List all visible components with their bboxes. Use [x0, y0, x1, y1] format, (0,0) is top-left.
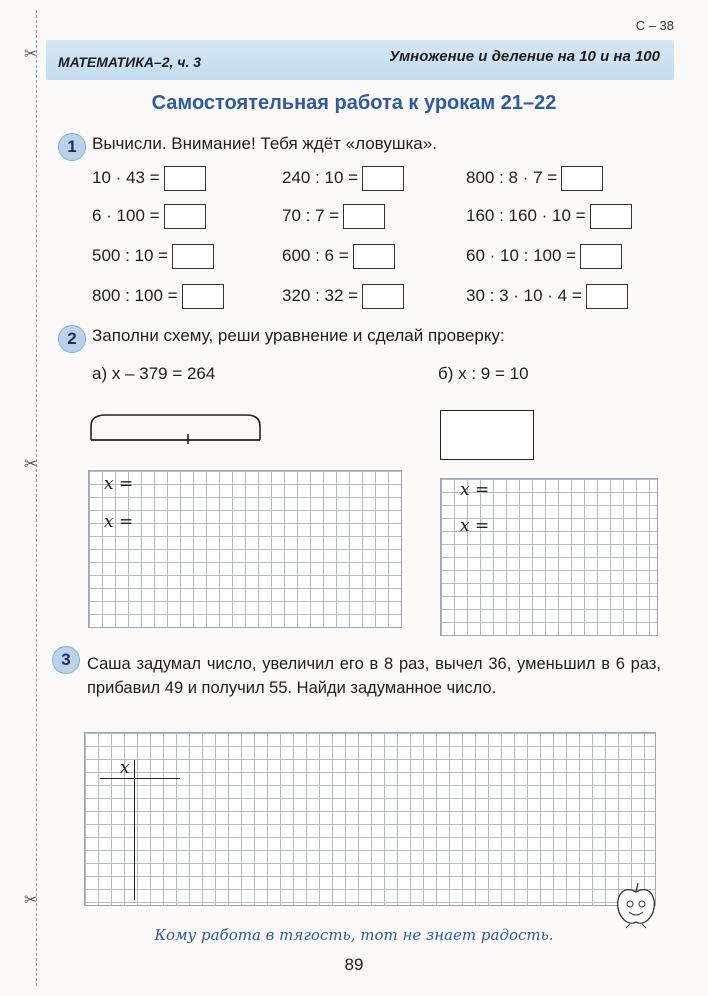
motto: Кому работа в тягость, тот не знает радость.: [154, 926, 554, 944]
answer-box[interactable]: [590, 204, 632, 229]
answer-box[interactable]: [353, 244, 395, 269]
page-header: [46, 40, 674, 80]
expression: 600 : 6 =: [282, 244, 395, 269]
t-chart-line: [134, 760, 135, 900]
answer-grid-b[interactable]: [440, 478, 658, 636]
task3-text: Саша задумал число, увеличил его в 8 раз, вычел 36, уменьшил в 6 раз, прибавил 49 и получил 55. Найди задуманное число.: [87, 655, 661, 697]
scheme-box[interactable]: [440, 410, 534, 460]
expression: 240 : 10 =: [282, 166, 404, 191]
answer-grid-3[interactable]: [84, 732, 656, 906]
answer-box[interactable]: [164, 204, 206, 229]
answer-box[interactable]: [586, 284, 628, 309]
answer-box[interactable]: [343, 204, 385, 229]
answer-box[interactable]: [172, 244, 214, 269]
x-label: x =: [104, 512, 134, 532]
expression: 800 : 8 · 7 =: [466, 166, 603, 191]
expression: 60 · 10 : 100 =: [466, 244, 622, 269]
x-label: x =: [460, 516, 490, 536]
x-label: x =: [104, 474, 134, 494]
apple-mascot-icon: [614, 880, 658, 930]
equation-a: а) x – 379 = 264: [92, 364, 216, 383]
task-number: 3: [52, 646, 80, 674]
page-code: С – 38: [635, 18, 674, 33]
scissors-icon: ✂: [24, 454, 38, 473]
expression: 500 : 10 =: [92, 244, 214, 269]
answer-box[interactable]: [164, 166, 206, 191]
expression: 30 : 3 · 10 · 4 =: [466, 284, 628, 309]
scheme-segment[interactable]: [88, 410, 264, 444]
expression: 160 : 160 · 10 =: [466, 204, 632, 229]
cut-line: [36, 10, 37, 986]
task2-text: Заполни схему, реши уравнение и сделай проверку:: [92, 326, 505, 345]
equation-b: б) x : 9 = 10: [438, 364, 529, 383]
page-title: Самостоятельная работа к урокам 21–22: [151, 92, 557, 114]
x-label: x: [120, 758, 130, 778]
page-number: 89: [344, 955, 364, 974]
scissors-icon: ✂: [24, 890, 38, 909]
topic-title: Умножение и деление на 10 и на 100: [389, 48, 660, 65]
answer-box[interactable]: [362, 166, 404, 191]
scissors-icon: ✂: [24, 44, 38, 63]
task-number: 2: [58, 325, 86, 353]
expression: 6 · 100 =: [92, 204, 206, 229]
t-chart-line: [100, 778, 180, 779]
expression: 800 : 100 =: [92, 284, 224, 309]
expression: 320 : 32 =: [282, 284, 404, 309]
answer-box[interactable]: [561, 166, 603, 191]
expression: 10 · 43 =: [92, 166, 206, 191]
answer-grid-a[interactable]: [88, 470, 402, 628]
answer-box[interactable]: [362, 284, 404, 309]
expression: 70 : 7 =: [282, 204, 385, 229]
answer-box[interactable]: [182, 284, 224, 309]
answer-box[interactable]: [580, 244, 622, 269]
book-title: МАТЕМАТИКА–2, ч. 3: [58, 54, 202, 70]
task-number: 1: [58, 133, 86, 161]
task1-text: Вычисли. Внимание! Тебя ждёт «ловушка».: [92, 134, 437, 153]
x-label: x =: [460, 480, 490, 500]
